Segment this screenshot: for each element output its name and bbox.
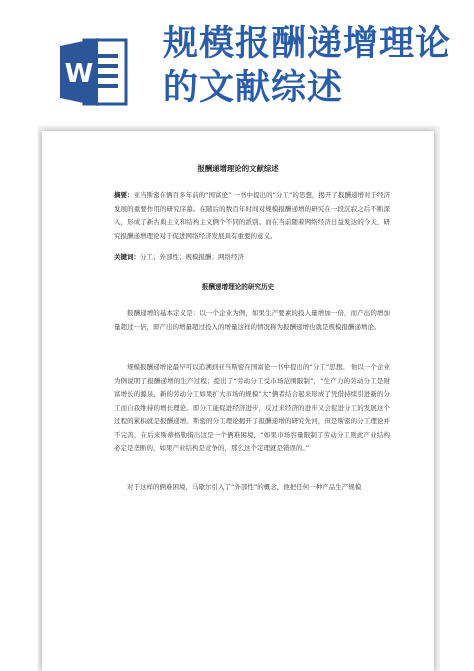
microsoft-word-icon (60, 36, 128, 108)
abstract-text: 亚当斯密在俩百多年前的“国富论” 一书中提出的“分工”的思想，揭开了报酬递增对于经济发展的重要作用的研究序幕。在随后的数百年时间对规模报酬递增的研究在一段沉寂之后不断深入，形成了新古典主义和结构主义俩个不同的派别。而在当前随着网络经济日益发达的今天，研究报酬递增理论对于促进网络经济发展具有重要的意义。 (114, 191, 391, 240)
header-banner (0, 0, 474, 125)
banner-title-line-1: 规模报酬递增理论 (163, 23, 452, 64)
section-title: 报酬递增理论的研究历史 (201, 283, 275, 291)
body-paragraph: 报酬递增的基本定义是：以一个企业为例，如果生产要素的投入量增加一倍，而产出的增加量超过一倍，即产出的增量超过投入的增量这样的情况称为报酬递增也就是规模报酬递增论。 (114, 309, 390, 331)
keywords-paragraph (114, 251, 390, 265)
banner-title-line-2: 的文献综述 (163, 67, 344, 108)
document-page (42, 131, 434, 671)
keywords-text: 分工；外部性；规模报酬；网络经济 (140, 253, 244, 261)
keywords-label: 关键词： (114, 253, 140, 261)
body-paragraph: 规模报酬递增论最早可以追溯到亚当斯密在国富论一书中提出的“分工”思想。 他以一个企业为例说明了报酬递增的生产过程；提出了“劳动分工受市场范围限制”，“生产力的劳动分工是财富增长的源泉，新的劳动分工如果扩大市场的规模”大“俩者结合起来形成了凭借持续引进新的分工而自我维持的增长理论。即分工能促进经济进步，反过来经济的进步又会促进分工的发展这个过程的累积就是报酬递增。斯密的分工理论揭开了报酬递增的研究先河，但是斯密的分工理论并不完善，在后来斯蒂格勒指出这是一个俩难困境，“如果市场容量限制了劳动分工则此产业结构必定是垄断的，如果产业结构是竞争的，那么这个定理就是错误的。” (114, 363, 390, 452)
abstract-label: 摘要： (114, 191, 134, 199)
abstract-paragraph (114, 189, 390, 243)
banner-title (163, 22, 463, 110)
word-icon-letter: W (64, 59, 94, 89)
document-title: 报酬递增理论的文献综述 (197, 164, 279, 173)
body-paragraph: 对于这样的俩难困境，马歇尔引入了“外部性”的概念，他把任何一种产品生产规模 (127, 483, 362, 491)
